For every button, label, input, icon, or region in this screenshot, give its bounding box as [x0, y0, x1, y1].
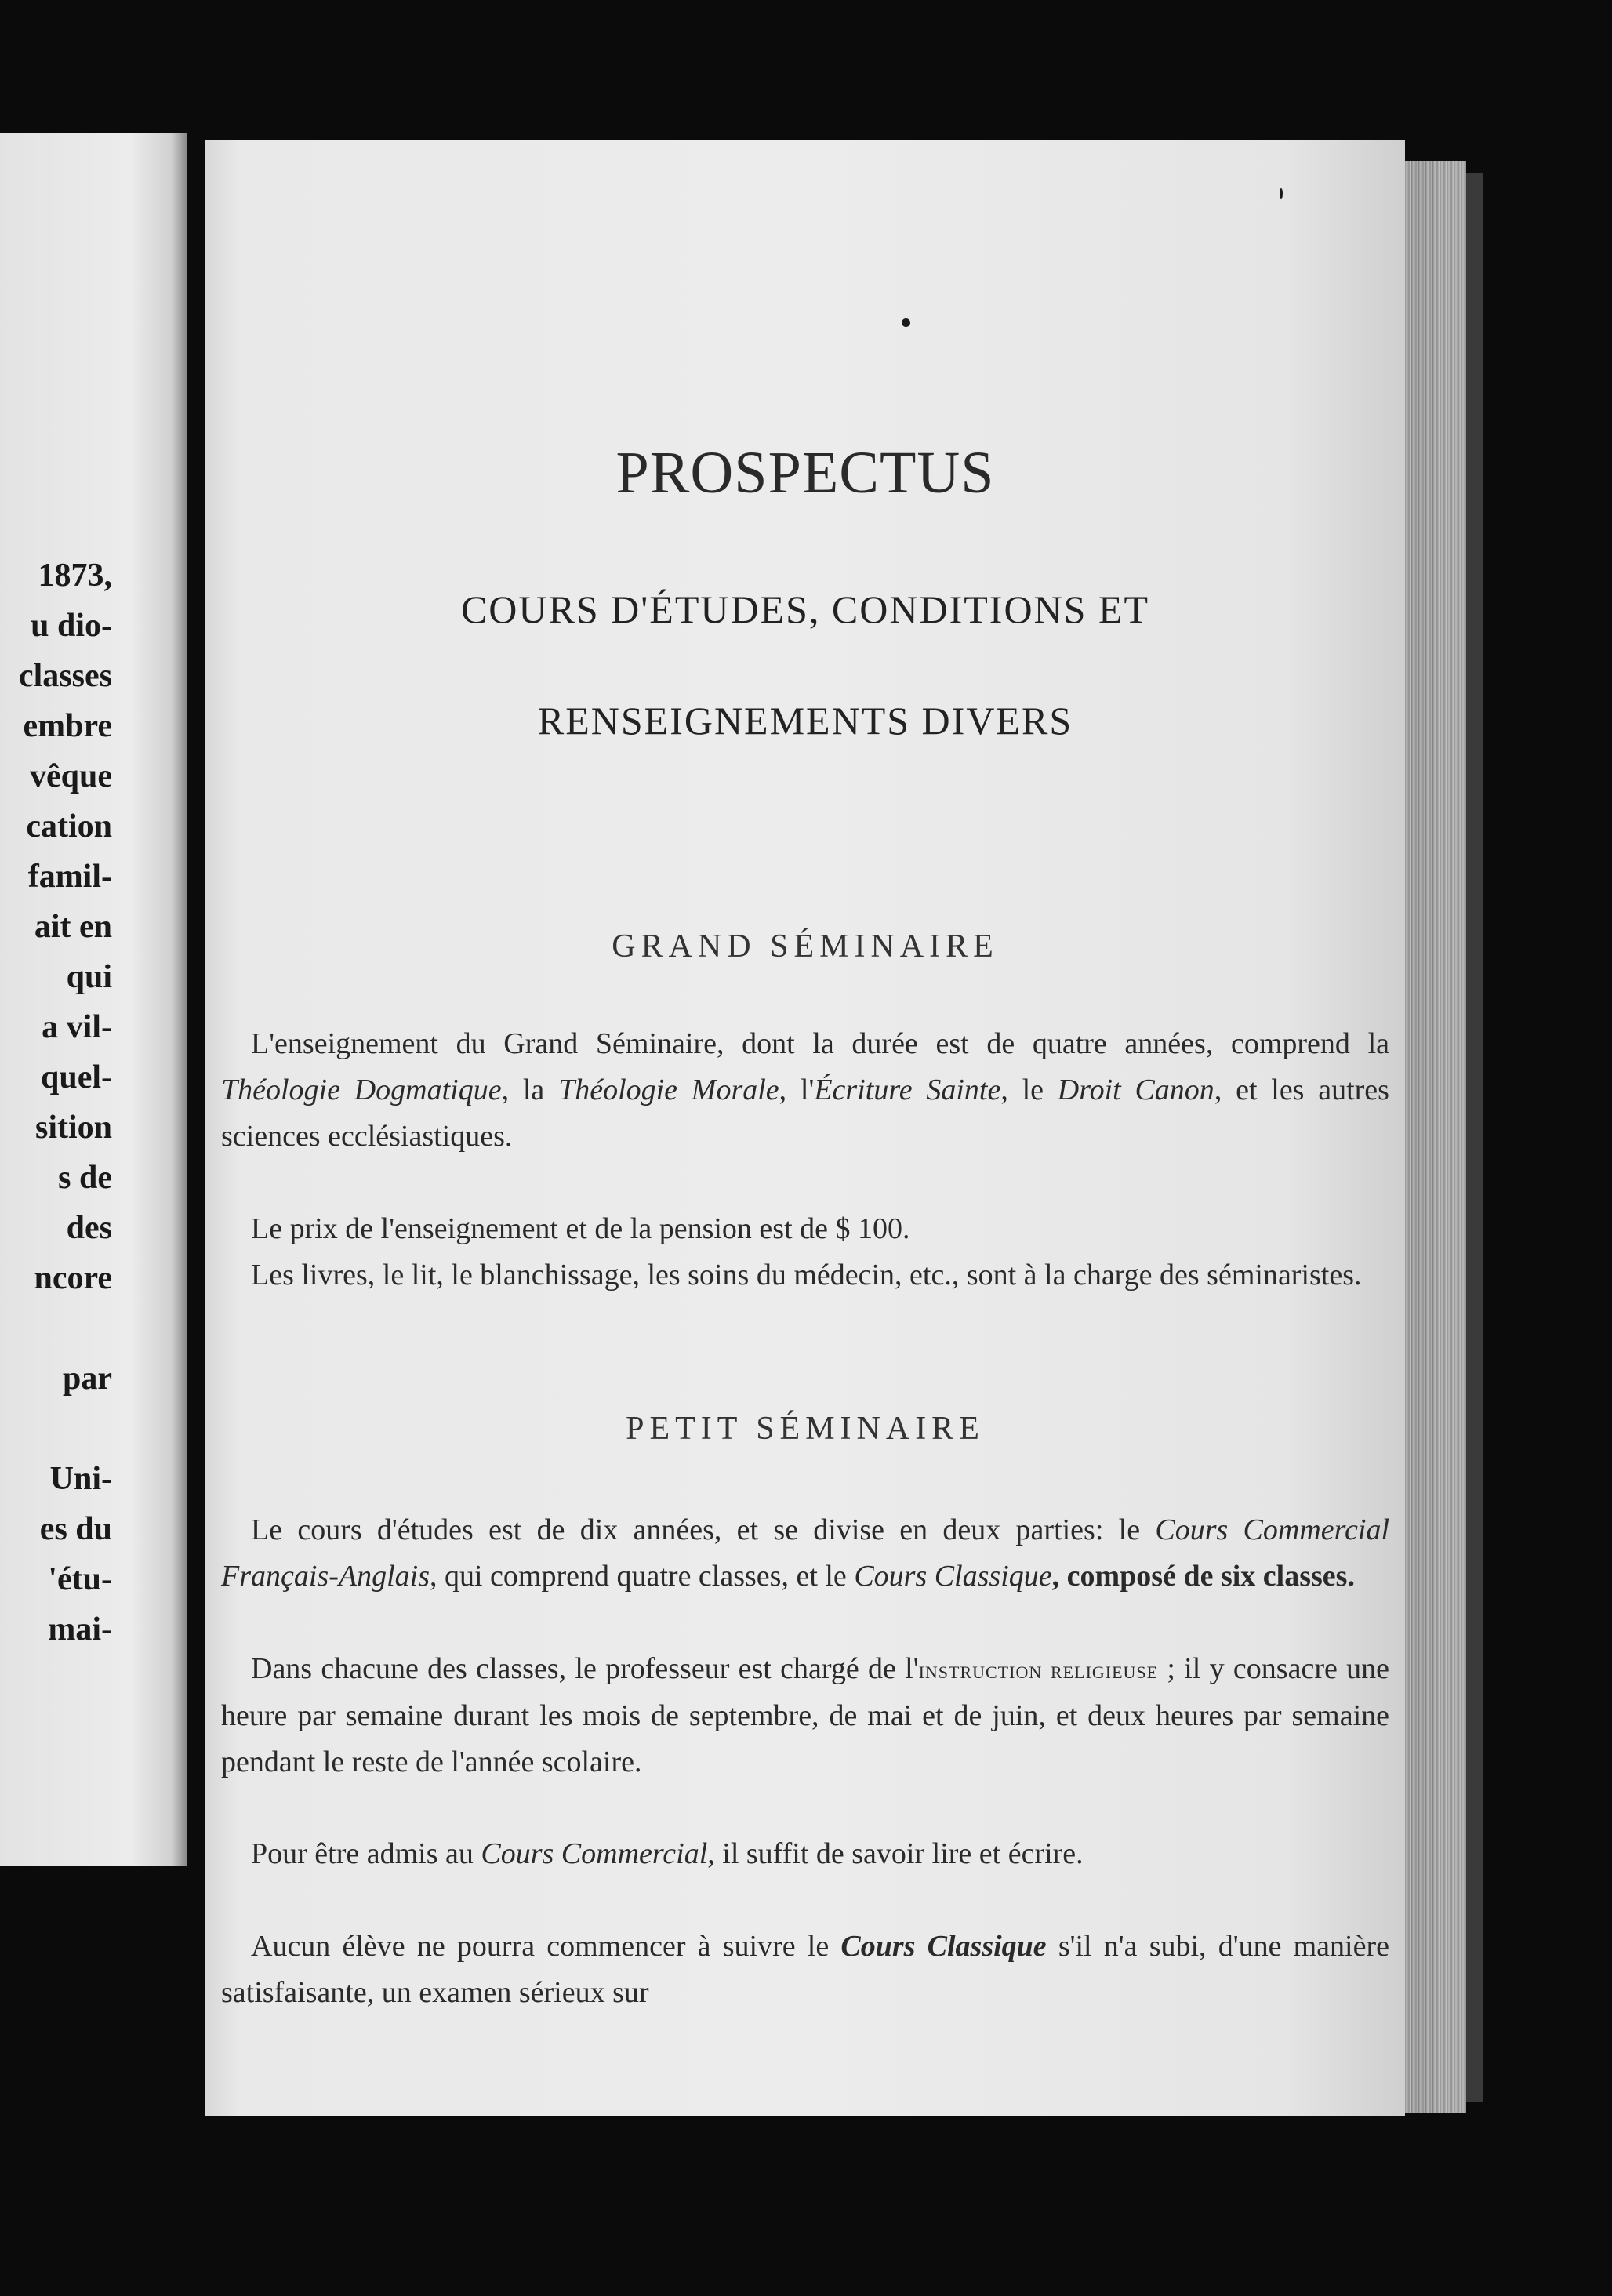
- subtitle-line-2: RENSEIGNEMENTS DIVERS: [537, 699, 1073, 743]
- petit-paragraph-4: Aucun élève ne pourra commencer à suivre le Cours Classique s'il n'a subi, d'une manière satisfaisante, un examen sérieux sur: [221, 1930, 1389, 2009]
- left-fragment: cation: [26, 808, 112, 845]
- left-fragment: quel-: [40, 1059, 112, 1095]
- left-fragment: par: [63, 1361, 112, 1397]
- left-fragment: mai-: [48, 1611, 112, 1648]
- left-fragment: es du: [39, 1511, 112, 1547]
- petit-paragraph-1: Le cours d'études est de dix années, et se divise en deux parties: le Cours Commercial Français-Anglais, qui comprend quatre classes, et le Cours Classique, composé de six classes.: [221, 1513, 1389, 1593]
- left-fragment: 'étu-: [48, 1561, 112, 1597]
- left-page-edge: [0, 133, 187, 1866]
- book-cover-edge: [1466, 173, 1483, 2102]
- ink-speck: [902, 318, 910, 327]
- ink-speck: [1280, 188, 1283, 199]
- petit-seminaire-heading: PETIT SÉMINAIRE: [626, 1411, 985, 1447]
- left-fragment: famil-: [27, 859, 112, 895]
- left-fragment: sition: [34, 1110, 112, 1146]
- left-fragment: vêque: [30, 758, 112, 794]
- page-title: PROSPECTUS: [615, 440, 995, 506]
- page-stack-edge: [1397, 161, 1466, 2113]
- subtitle-line-1: COURS D'ÉTUDES, CONDITIONS ET: [460, 587, 1150, 631]
- left-fragment: classes: [19, 658, 112, 694]
- grand-seminaire-heading: GRAND SÉMINAIRE: [612, 928, 999, 965]
- left-fragment: qui: [66, 959, 112, 995]
- grand-paragraph-1: L'enseignement du Grand Séminaire, dont la durée est de quatre années, comprend la Théologie Dogmatique, la Théologie Morale, l'Écriture Sainte, le Droit Canon, et les autres sciences ecclésiastiques.: [221, 1027, 1389, 1153]
- grand-paragraph-2: Le prix de l'enseignement et de la pension est de $ 100.: [251, 1212, 910, 1245]
- petit-paragraph-2: Dans chacune des classes, le professeur est chargé de l'instruction religieuse ; il y consacre une heure par semaine durant les mois de septembre, de mai et de juin, et deux heures par semaine pendant le reste de l'année scolaire.: [221, 1652, 1389, 1778]
- left-fragment: s de: [58, 1160, 112, 1196]
- left-fragment: ait en: [34, 909, 112, 945]
- left-fragment: 1873,: [38, 558, 112, 594]
- left-fragment: embre: [23, 708, 112, 744]
- left-fragment: a vil-: [42, 1009, 112, 1045]
- grand-paragraph-3: Les livres, le lit, le blanchissage, les soins du médecin, etc., sont à la charge des séminaristes.: [251, 1259, 1362, 1292]
- left-fragment: Uni-: [49, 1461, 112, 1497]
- petit-paragraph-3: Pour être admis au Cours Commercial, il suffit de savoir lire et écrire.: [251, 1837, 1084, 1870]
- left-fragment: u dio-: [31, 608, 112, 644]
- left-fragment: des: [66, 1210, 112, 1246]
- right-page: [205, 140, 1405, 2116]
- left-fragment: ncore: [34, 1260, 112, 1296]
